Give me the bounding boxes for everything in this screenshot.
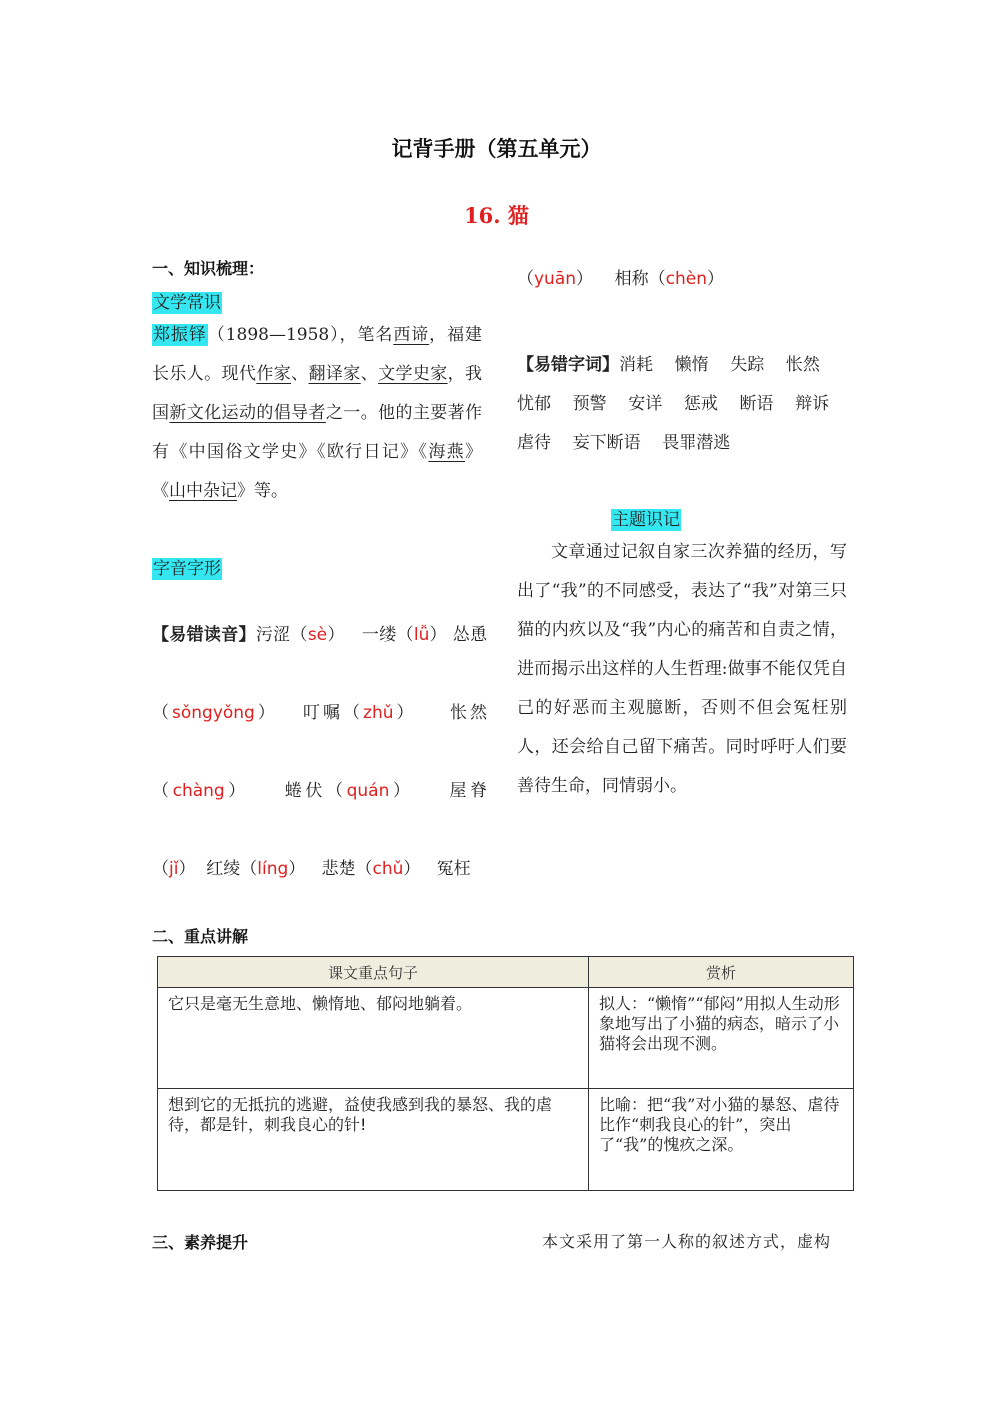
phon-word: 一缕 [361,625,397,645]
sentence-cell: 它只是毫无生意地、懒惰地、郁闷地躺着。 [158,988,589,1089]
section-3-snippet: 本文采用了第一人称的叙述方式，虚构 [542,1232,832,1251]
lit-role: 新文化运动的倡导者 [169,403,326,423]
column-header-analysis: 赏析 [589,957,854,988]
phon-word: 相称 [614,269,649,289]
table-row [158,1089,854,1191]
phon-word: 红绫 [206,859,241,879]
phon-word: 屋脊 [449,781,488,801]
phon-word: 怅然 [450,703,488,723]
phon-item: 叮嘱（zhǔ） [303,703,417,723]
lit-text: （1898—1958），笔名 [207,325,394,345]
lesson-title: 16. 猫 [464,203,529,228]
phon-pinyin: chàng [172,781,225,801]
author-name: 郑振铎 [153,325,207,345]
phon-pinyin: líng [257,859,289,879]
phon-word: 污涩 [255,625,291,645]
analysis-cell: 比喻：把“我”对小猫的暴怒、虐待比作“刺我良心的针”，突出了“我”的愧疚之深。 [589,1089,854,1191]
errword: 怅然 [785,355,820,375]
errword: 辩诉 [795,394,830,414]
lit-paragraph [152,316,482,511]
errword: 懒惰 [674,355,709,375]
lit-text: 、 [291,364,309,384]
phon-item: 悲楚（chǔ） [321,859,421,879]
phon-continuation: （yuān） 相称（chèn） [517,269,725,289]
lit-text: 》等。 [237,481,288,501]
phon-pinyin: zhǔ [363,703,394,723]
lit-text: ，我国 [152,364,483,423]
lit-role: 作家 [256,364,292,384]
errword: 虐待 [517,433,551,453]
analysis-cell: 拟人：“懒惰”“郁闷”用拟人生动形象地写出了小猫的病态，暗示了小猫将会出现不测。 [589,988,854,1089]
phon-pinyin: yuān [534,269,577,289]
phon-pinyin: chǔ [372,859,404,879]
phon-bracket: 【易错读音】 [152,625,256,645]
lit-label-text: 文学常识 [153,293,221,313]
lit-text: 、 [360,364,379,384]
phon-list [152,596,487,908]
phon-pinyin: sǒngyǒng [172,703,255,723]
section-3-heading: 三、素养提升 [152,1233,249,1252]
phon-item: 屋脊（jǐ） [152,781,488,879]
errword: 安详 [628,394,663,414]
column-header-sentence: 课文重点句子 [158,957,589,988]
lit-label [152,288,222,313]
lit-role: 文学史家 [378,364,448,384]
errword: 断语 [739,394,774,414]
phon-item: 怅然（chàng） [152,703,488,801]
errword: 消耗 [619,355,653,375]
lit-role: 翻译家 [308,364,361,384]
errword: 妄下断语 [572,433,641,453]
phon-word: 怂恿 [452,625,488,645]
phon-word: 叮嘱 [303,703,344,723]
phon-pinyin: lǚ [413,625,430,645]
errword: 忧郁 [517,394,551,414]
lit-text: 之一。他的主要著作有《中国俗文学史》《欧行日记》《 [152,403,483,462]
page-title: 记背手册（第五单元） [391,136,602,161]
phon-pinyin: chèn [665,269,708,289]
phon-pinyin: quán [346,781,390,801]
phon-item: 污涩（sè） [255,625,345,645]
phon-item: 蜷伏（quán） [284,781,414,801]
pen-name: 西谛 [393,325,430,345]
errwords-bracket: 【易错字词】 [517,355,619,375]
section-1-heading: 一、知识梳理： [152,259,265,278]
errword: 畏罪潜逃 [662,433,731,453]
phon-item: 怂恿（sǒngyǒng） [152,625,488,723]
lit-text: 》《 [152,442,483,501]
theme-paragraph: 文章通过记叙自家三次养猫的经历，写出了“我”的不同感受，表达了“我”对第三只猫的内疚以及“我”内心的痛苦和自责之情，进而揭示出这样的人生哲理:做事不能仅凭自己的好恶而主观臆断，否则不但会冤枉别人，还会给自己留下痛苦。同时呼吁人们要善待生命，同情弱小。 [517,542,847,796]
lit-work: 山中杂记 [169,481,237,501]
errword: 预警 [572,394,607,414]
errword: 惩戒 [683,394,718,414]
phon-label [152,554,222,579]
theme-label-text: 主题识记 [612,510,680,530]
errwords-list [517,346,847,463]
phon-item: 红绫（líng） [206,859,306,879]
sentence-cell: 想到它的无抵抗的逃避，益使我感到我的暴怒、我的虐待，都是针，刺我良心的针! [158,1089,589,1191]
phon-pinyin: sè [307,625,328,645]
phon-label-text: 字音字形 [153,559,221,579]
phon-word: 悲楚 [321,859,356,879]
table-row [158,988,854,1089]
lit-work: 海燕 [428,442,466,462]
section-2-heading: 二、重点讲解 [152,927,249,946]
theme-label [611,505,681,530]
key-sentences-table [157,956,854,1191]
phon-word: 冤枉 [436,859,471,879]
lit-text: ，福建长乐人。现代 [152,325,483,384]
phon-pinyin: jǐ [169,859,179,879]
table-header-row [158,957,854,988]
phon-item: 一缕（lǚ） [361,625,447,645]
phon-word: 蜷伏 [284,781,326,801]
errword: 失踪 [730,355,765,375]
